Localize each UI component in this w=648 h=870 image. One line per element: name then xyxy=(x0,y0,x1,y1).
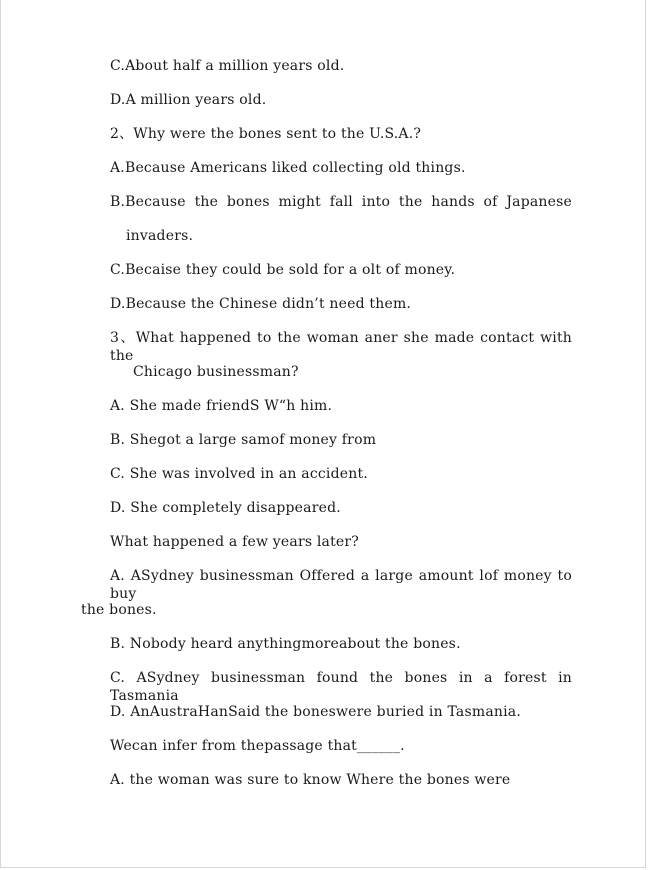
option-b-q2-continued: invaders. xyxy=(126,228,194,244)
question-2: 2、Why were the bones sent to the U.S.A.? xyxy=(110,126,422,142)
question-3-continued: Chicago businessman? xyxy=(133,364,299,380)
option-c-q2: C.Becaise they could be sold for a olt of money. xyxy=(110,262,456,278)
option-a-q4-continued: the bones. xyxy=(81,602,157,618)
question-4: What happened a few years later? xyxy=(110,534,360,550)
option-c-q4: C. ASydney businessman found the bones in a forest in Tasmania xyxy=(110,670,572,704)
question-3: 3、What happened to the woman aner she made contact with the xyxy=(110,330,572,364)
option-b-q4: B. Nobody heard anythingmoreabout the bones. xyxy=(110,636,461,652)
option-a-q5: A. the woman was sure to know Where the bones were xyxy=(110,772,511,788)
option-a-q2: A.Because Americans liked collecting old things. xyxy=(110,160,466,176)
option-b-q2: B.Because the bones might fall into the hands of Japanese xyxy=(110,194,572,210)
option-c-q1: C.About half a million years old. xyxy=(110,58,345,74)
option-d-q3: D. She completely disappeared. xyxy=(110,500,341,516)
question-5: Wecan infer from thepassage that______. xyxy=(110,738,405,754)
option-d-q4: D. AnAustraHanSaid the boneswere buried in Tasmania. xyxy=(110,704,521,720)
option-a-q4: A. ASydney businessman Offered a large amount lof money to buy xyxy=(110,568,572,602)
option-d-q1: D.A million years old. xyxy=(110,92,267,108)
option-c-q3: C. She was involved in an accident. xyxy=(110,466,368,482)
option-a-q3: A. She made friendS W“h him. xyxy=(110,398,333,414)
option-d-q2: D.Because the Chinese didn’t need them. xyxy=(110,296,412,312)
option-b-q3: B. Shegot a large samof money from xyxy=(110,432,377,448)
